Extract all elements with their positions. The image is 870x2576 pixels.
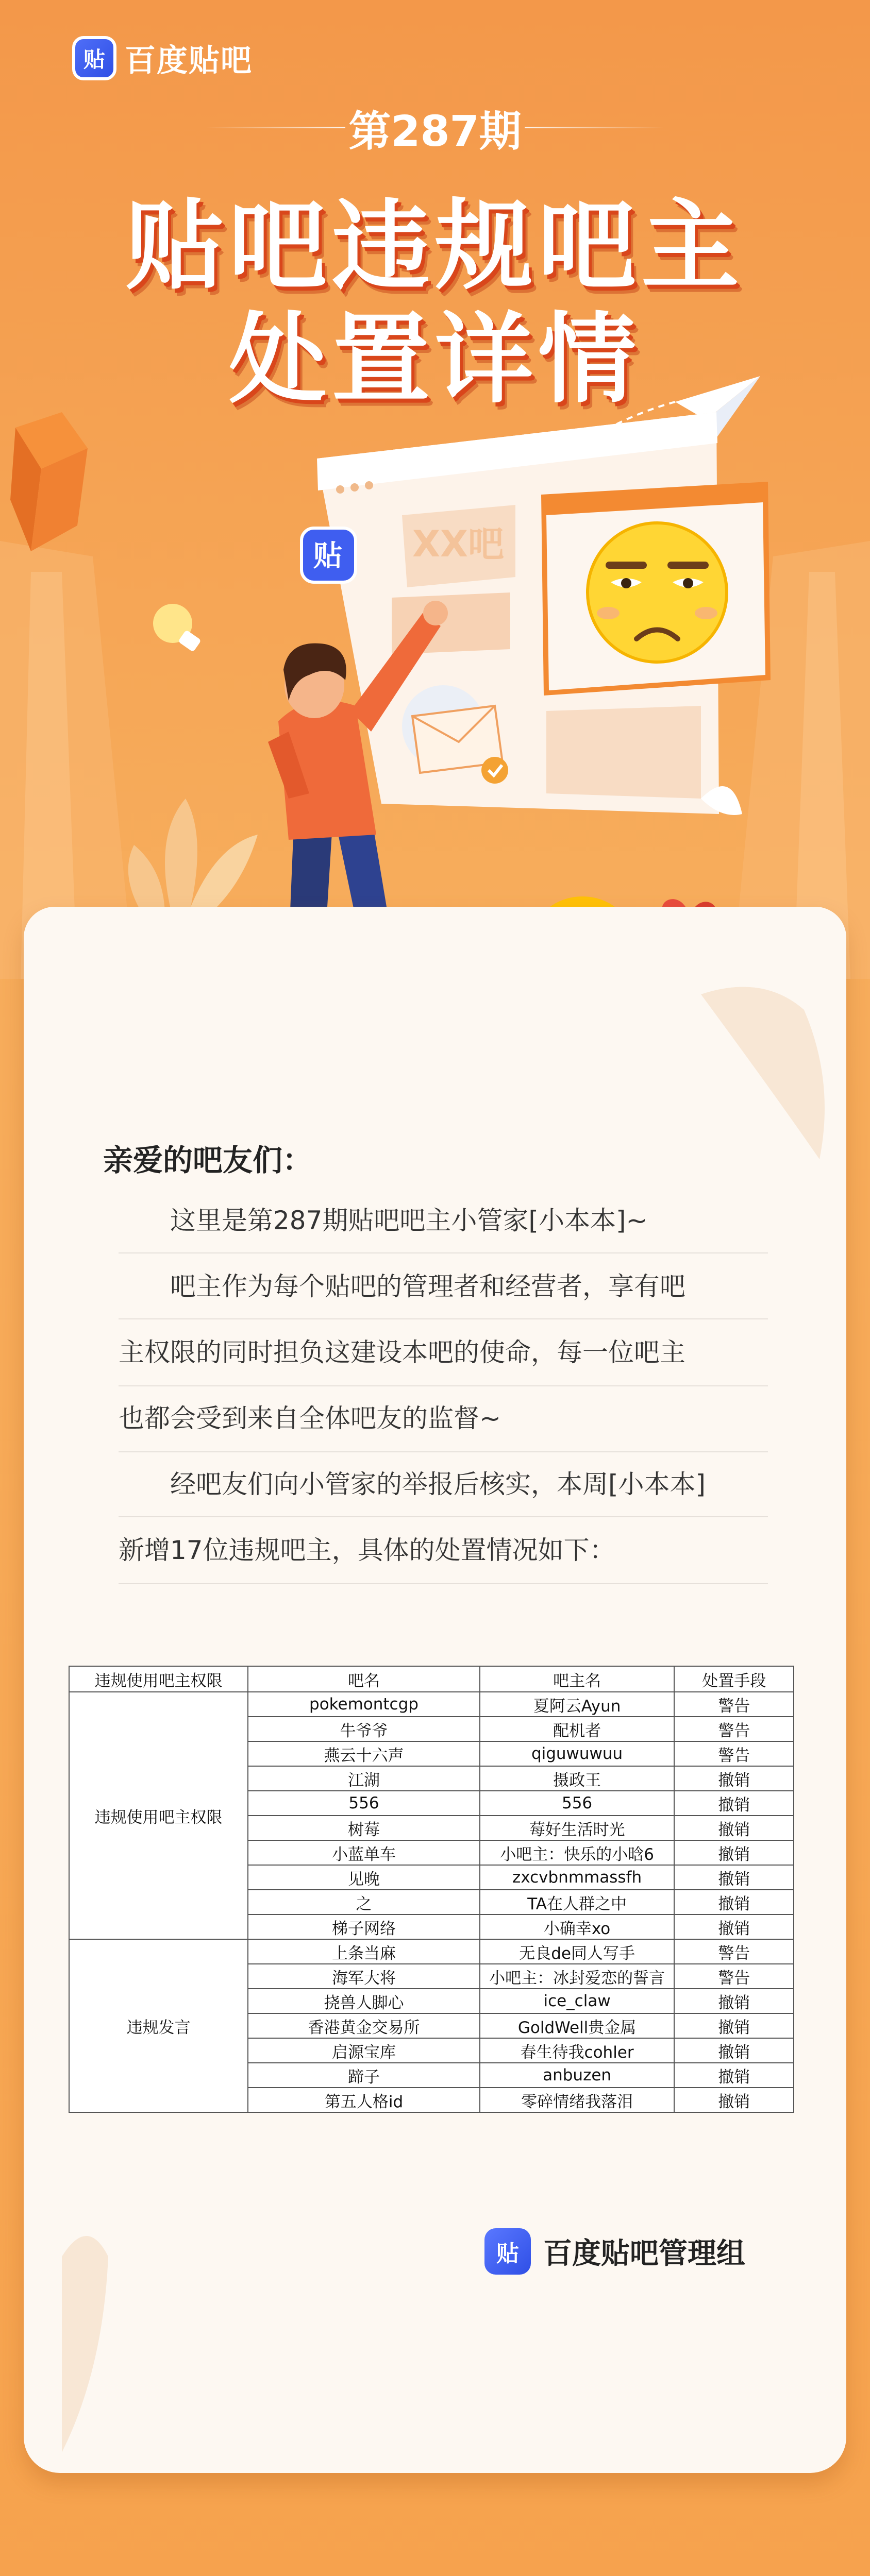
brand-name: 百度贴吧 <box>125 43 253 79</box>
violation-table <box>69 1666 794 2113</box>
action-cell: 撤销 <box>674 1914 794 1939</box>
letter-line-6: 新增17位违规吧主，具体的处置情况如下： <box>119 1517 768 1584</box>
bar-name-cell: 海军大将 <box>248 1964 479 1989</box>
letter-line-5: 经吧友们向小管家的举报后核实，本周[小本本] <box>119 1451 768 1517</box>
letter-greeting: 亲爱的吧友们： <box>103 1143 313 1178</box>
bar-name-cell: 香港黄金交易所 <box>248 2013 479 2038</box>
bar-name-cell: 之 <box>248 1890 479 1914</box>
action-cell: 警告 <box>674 1741 794 1766</box>
letter-line-3: 主权限的同时担负这建设本吧的使命，每一位吧主 <box>119 1319 768 1386</box>
category-cell: 违规发言 <box>69 1939 248 2112</box>
bar-name-cell: 小蓝单车 <box>248 1840 479 1865</box>
table-row <box>69 1939 794 1964</box>
moderator-cell: qiguwuwuu <box>480 1741 675 1766</box>
letter-line-4: 也都会受到来自全体吧友的监督~ <box>119 1385 768 1452</box>
bar-name-cell: 燕云十六声 <box>248 1741 479 1766</box>
letter-line-2: 吧主作为每个贴吧的管理者和经营者，享有吧 <box>119 1253 768 1319</box>
moderator-cell: 夏阿云Ayun <box>480 1692 675 1717</box>
table-row <box>69 1692 794 1717</box>
moderator-cell: ice_claw <box>480 1989 675 2013</box>
action-cell: 警告 <box>674 1717 794 1741</box>
bar-name-cell: 启源宝库 <box>248 2038 479 2063</box>
table-header-row <box>69 1666 794 1692</box>
bar-name-cell: 556 <box>248 1791 479 1816</box>
issue-number: 第287期 <box>348 107 522 156</box>
bar-name-cell: 梯子网络 <box>248 1914 479 1939</box>
moderator-cell: zxcvbnmmassfh <box>480 1865 675 1890</box>
moderator-cell: 摄政王 <box>480 1766 675 1791</box>
header-action: 处置手段 <box>674 1666 794 1692</box>
action-cell: 撤销 <box>674 2063 794 2088</box>
moderator-cell: 无良de同人写手 <box>480 1939 675 1964</box>
header-category: 违规使用吧主权限 <box>69 1666 248 1692</box>
header-bar-name: 吧名 <box>248 1666 479 1692</box>
action-cell: 撤销 <box>674 2038 794 2063</box>
action-cell: 警告 <box>674 1692 794 1717</box>
footer-signature <box>484 2228 745 2275</box>
action-cell: 撤销 <box>674 1791 794 1816</box>
bar-name-cell: 第五人格id <box>248 2088 479 2112</box>
bar-name-cell: 上条当麻 <box>248 1939 479 1964</box>
moderator-cell: GoldWell贵金属 <box>480 2013 675 2038</box>
action-cell: 撤销 <box>674 1890 794 1914</box>
category-cell: 违规使用吧主权限 <box>69 1692 248 1939</box>
moderator-cell: 小吧主：快乐的小晗6 <box>480 1840 675 1865</box>
bar-name-cell: 牛爷爷 <box>248 1717 479 1741</box>
action-cell: 警告 <box>674 1964 794 1989</box>
bar-name-cell: pokemontcgp <box>248 1692 479 1717</box>
svg-text:贴: 贴 <box>313 539 342 573</box>
action-cell: 撤销 <box>674 1989 794 2013</box>
letter-line-1: 这里是第287期贴吧吧主小管家[小本本]~ <box>119 1188 768 1253</box>
action-cell: 撤销 <box>674 1766 794 1791</box>
bar-name-cell: 蹄子 <box>248 2063 479 2088</box>
action-cell: 撤销 <box>674 2088 794 2112</box>
header-moderator-name: 吧主名 <box>480 1666 675 1692</box>
action-cell: 撤销 <box>674 2013 794 2038</box>
moderator-cell: TA在人群之中 <box>480 1890 675 1914</box>
moderator-cell: 莓好生活时光 <box>480 1816 675 1840</box>
moderator-cell: 小吧主：冰封爱恋的誓言 <box>480 1964 675 1989</box>
moderator-cell: anbuzen <box>480 2063 675 2088</box>
bar-name-cell: 树莓 <box>248 1816 479 1840</box>
bar-name-cell: 挠兽人脚心 <box>248 1989 479 2013</box>
xx-bar-label: XX吧 <box>412 523 504 565</box>
moderator-cell: 配机者 <box>480 1717 675 1741</box>
moderator-cell: 小确幸xo <box>480 1914 675 1939</box>
tieba-logo-icon: 贴 <box>484 2228 531 2275</box>
moderator-cell: 556 <box>480 1791 675 1816</box>
page-title-line2: 处置详情 <box>228 302 641 416</box>
moderator-cell: 零碎情绪我落泪 <box>480 2088 675 2112</box>
tieba-logo-icon: 贴 <box>72 36 116 80</box>
action-cell: 警告 <box>674 1939 794 1964</box>
footer-org-name: 百度贴吧管理组 <box>543 2237 745 2270</box>
page-title-line1: 贴吧违规吧主 <box>125 189 744 303</box>
action-cell: 撤销 <box>674 1816 794 1840</box>
bar-name-cell: 见晚 <box>248 1865 479 1890</box>
moderator-cell: 春生待我cohler <box>480 2038 675 2063</box>
action-cell: 撤销 <box>674 1840 794 1865</box>
bar-name-cell: 江湖 <box>248 1766 479 1791</box>
action-cell: 撤销 <box>674 1865 794 1890</box>
